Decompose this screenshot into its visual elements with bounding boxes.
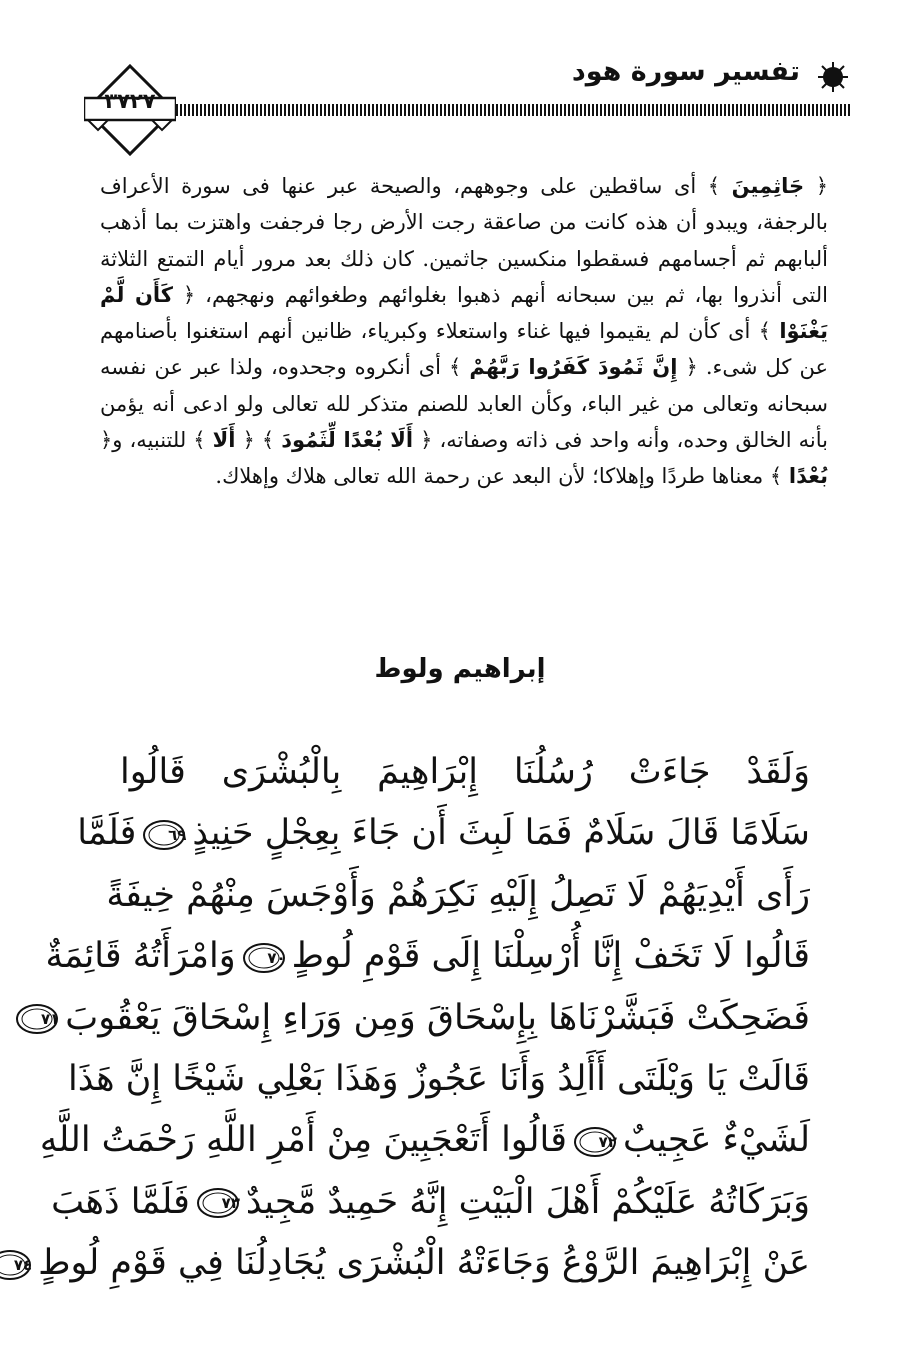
commentary-segment: ﴾ أى ساقطين على وجوههم، والصيحة عبر عنها فى سورة الأعراف بالرجفة، ويبدو أن هذه كانت من صاعقة رجت الأرض رجا فرجفت واهتزت بما أذهب ألبابهم ثم أجسامهم فسقطوا منكسين جاثمين. كان ذلك بعد مرور أيام التمتع الثلاثة التى أنذروا بها، ثم بين سبحانه أنهم ذهبوا بغلوائهم وطغوائهم ونهجهم، ﴿ <box>100 174 828 307</box>
ayah-number-marker <box>573 1125 617 1159</box>
verse-line <box>120 742 810 803</box>
commentary-segment: ﴿ <box>804 174 828 198</box>
verse-text: لَشَيْءٌ عَجِيبٌ <box>622 1120 810 1161</box>
commentary-segment: ﴾ معناها طردًا وإهلاكا؛ لأن البعد عن رحمة الله تعالى هلاك وإهلاك. <box>215 464 789 489</box>
verse-line <box>13 1233 810 1294</box>
ayah-number-marker <box>142 818 186 852</box>
header-ornament-icon <box>816 60 850 94</box>
ayah-number: ٧٠ <box>267 948 286 967</box>
verse-text: سَلَامًا قَالَ سَلَامٌ فَمَا لَبِثَ أَن جَاءَ بِعِجْلٍ حَنِيذٍ <box>192 813 810 854</box>
verse-line <box>40 988 810 1049</box>
ayah-number-marker <box>196 1186 240 1220</box>
ayah-number: ٧٢ <box>598 1132 617 1151</box>
commentary-paragraph <box>100 168 828 495</box>
verse-text: فَلَمَّا <box>77 813 137 854</box>
commentary-text <box>100 168 828 495</box>
ayah-number: ٧٣ <box>221 1194 240 1213</box>
verse-text: رَأَى أَيْدِيَهُمْ لَا تَصِلُ إِلَيْهِ نَكِرَهُمْ وَأَوْجَسَ مِنْهُمْ خِيفَةً <box>106 874 810 915</box>
header-rule <box>160 104 850 116</box>
verse-text: قَالُوا أَتَعْجَبِينَ مِنْ أَمْرِ اللَّهِ رَحْمَتُ اللَّهِ <box>39 1120 567 1161</box>
quran-verses-block <box>13 742 810 1295</box>
page-number: ٣٧٢٧ <box>104 89 156 113</box>
verse-text: فَلَمَّا ذَهَبَ <box>51 1181 190 1222</box>
verse-text: وَبَرَكَاتُهُ عَلَيْكُمْ أَهْلَ الْبَيْتِ إِنَّهُ حَمِيدٌ مَّجِيدٌ <box>245 1181 810 1222</box>
commentary-segment: ﴾ ﴿ <box>235 428 282 453</box>
ayah-number-marker <box>15 1002 59 1036</box>
verse-line <box>39 1110 810 1171</box>
running-title: تفسير سورة هود <box>571 56 800 87</box>
commentary-segment: ﴾ أى أنكروه وجحدوه، ولذا عبر عن نفسه سبحانه وتعالى من غير الباء، وكأن العابد للصنم متذكر لله تعالى ولو ادعى أنه يؤمن بأنه الخالق وحده، وأنه واحد فى ذاته وصفاته، ﴿ <box>100 355 828 453</box>
verse-line <box>68 1049 810 1110</box>
commentary-segment: ﴾ للتنبيه، و﴿ <box>100 428 213 453</box>
verse-text: عَنْ إِبْرَاهِيمَ الرَّوْعُ وَجَاءَتْهُ الْبُشْرَى يُجَادِلُنَا فِي قَوْمِ لُوطٍ <box>38 1243 810 1284</box>
verse-line <box>106 865 810 926</box>
commentary-segment: ﴾ أى كأن لم يقيموا فيها غناء واستعلاء وكبرياء، ظانين أنهم استغنوا بأصنامهم عن كل شىء. ﴿ <box>100 319 828 380</box>
verse-text: وَلَقَدْ جَاءَتْ رُسُلُنَا إِبْرَاهِيمَ بِالْبُشْرَى قَالُوا <box>120 752 810 792</box>
ayah-number-marker <box>0 1248 32 1282</box>
verse-text: وَامْرَأَتُهُ قَائِمَةٌ <box>45 936 236 977</box>
ayah-number: ٧١ <box>40 1010 60 1029</box>
verse-line <box>77 803 810 864</box>
ayah-number: ٧٤ <box>13 1255 33 1274</box>
quranic-quote: إِنَّ ثَمُودَ كَفَرُوا رَبَّهُمْ <box>469 355 678 380</box>
verse-text: قَالَتْ يَا وَيْلَتَى أَأَلِدُ وَأَنَا عَجُوزٌ وَهَذَا بَعْلِي شَيْخًا إِنَّ هَذَا <box>68 1058 810 1099</box>
quranic-quote: جَاثِمِينَ <box>731 174 805 198</box>
verse-text: قَالُوا لَا تَخَفْ إِنَّا أُرْسِلْنَا إِلَى قَوْمِ لُوطٍ <box>291 936 810 977</box>
quranic-quote: كَأَن لَّمْ يَغْنَوْا <box>100 282 828 344</box>
verse-line <box>45 926 810 987</box>
quranic-quote: بُعْدًا <box>788 464 828 489</box>
ayah-number-marker <box>242 941 286 975</box>
verse-line <box>51 1172 810 1233</box>
ayah-number: ٦٩ <box>168 825 187 844</box>
quranic-quote: أَلَا بُعْدًا لِّثَمُودَ <box>281 428 414 453</box>
verse-text: فَضَحِكَتْ فَبَشَّرْنَاهَا بِإِسْحَاقَ وَمِن وَرَاءِ إِسْحَاقَ يَعْقُوبَ <box>65 997 810 1038</box>
section-heading: إبراهيم ولوط <box>374 654 546 684</box>
quranic-quote: أَلَا <box>212 428 236 453</box>
